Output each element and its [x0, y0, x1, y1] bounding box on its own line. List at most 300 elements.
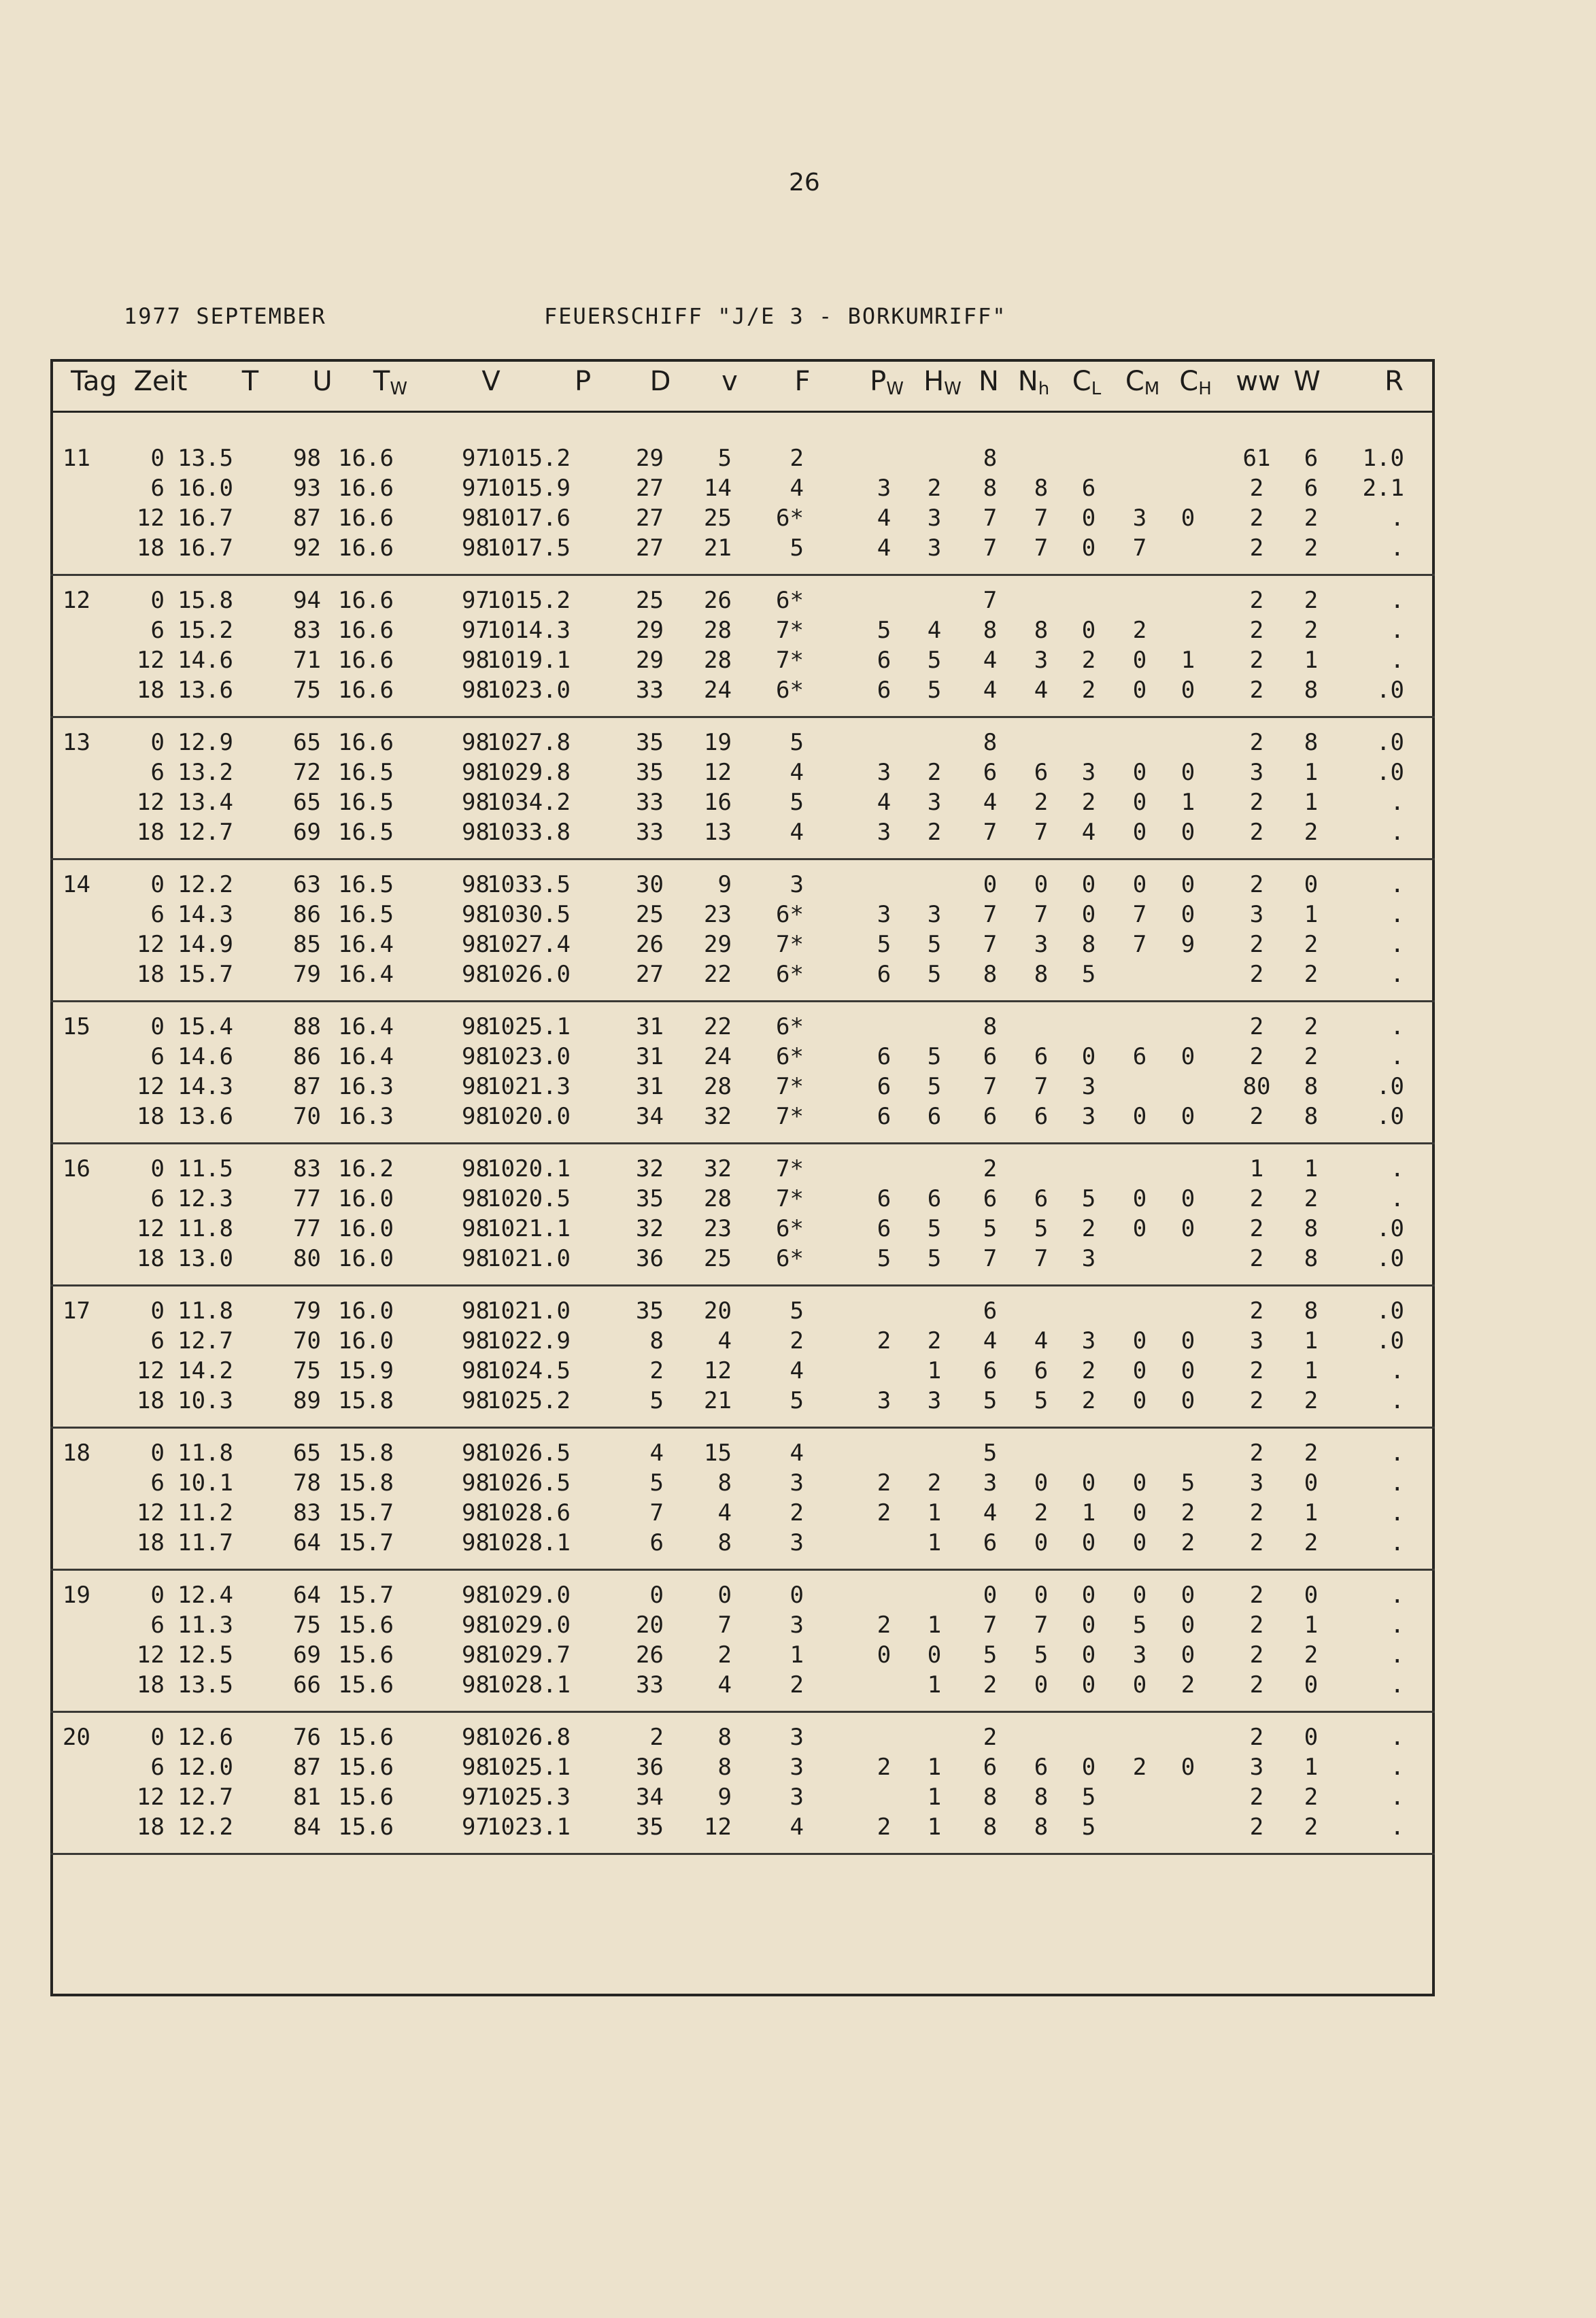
cell-vv: 8 — [717, 1724, 732, 1751]
cell-w: 2 — [1304, 1813, 1319, 1841]
cell-ch: 2 — [1181, 1529, 1195, 1556]
cell-ww: 1 — [1249, 1155, 1264, 1182]
cell-ww: 2 — [1249, 871, 1264, 898]
cell-d: 33 — [636, 789, 664, 816]
cell-d: 2 — [649, 1724, 664, 1751]
cell-n: 4 — [983, 1327, 998, 1354]
cell-ww: 3 — [1249, 1327, 1264, 1354]
cell-vv: 8 — [717, 1529, 732, 1556]
day-separator — [50, 1711, 1435, 1713]
cell-cl: 5 — [1081, 1784, 1096, 1811]
cell-ch: 0 — [1181, 1641, 1195, 1669]
header-date: 1977 SEPTEMBER — [124, 303, 326, 329]
cell-tw: 16.2 — [338, 1155, 394, 1182]
cell-w: 8 — [1304, 1297, 1319, 1325]
cell-n: 7 — [983, 931, 998, 958]
cell-r: . — [1390, 587, 1404, 614]
cell-p: 1026.5 — [487, 1439, 571, 1467]
cell-v: 98 — [462, 1043, 490, 1070]
cell-zeit: 0 — [150, 1724, 165, 1751]
cell-u: 64 — [293, 1582, 321, 1609]
cell-tw: 15.6 — [338, 1641, 394, 1669]
cell-n: 5 — [983, 1641, 998, 1669]
cell-zeit: 0 — [150, 1297, 165, 1325]
cell-t: 16.0 — [177, 475, 233, 502]
cell-cm: 0 — [1132, 819, 1147, 846]
cell-ww: 2 — [1249, 1013, 1264, 1040]
cell-u: 85 — [293, 931, 321, 958]
cell-t: 12.9 — [177, 729, 233, 756]
cell-u: 83 — [293, 1155, 321, 1182]
cell-cl: 0 — [1081, 1529, 1096, 1556]
cell-nh: 5 — [1034, 1215, 1049, 1242]
cell-r: . — [1390, 1499, 1404, 1527]
cell-u: 79 — [293, 1297, 321, 1325]
cell-zeit: 18 — [137, 534, 165, 562]
day-tag: 16 — [63, 1155, 90, 1182]
cell-d: 26 — [636, 1641, 664, 1669]
cell-t: 15.4 — [177, 1013, 233, 1040]
cell-vv: 25 — [704, 1245, 732, 1272]
cell-d: 30 — [636, 871, 664, 898]
day-separator — [50, 1000, 1435, 1002]
cell-tw: 15.6 — [338, 1754, 394, 1781]
cell-nh: 7 — [1034, 534, 1049, 562]
cell-w: 6 — [1304, 445, 1319, 472]
cell-n: 4 — [983, 677, 998, 704]
cell-tw: 16.6 — [338, 534, 394, 562]
cell-v: 98 — [462, 1499, 490, 1527]
cell-tw: 15.7 — [338, 1529, 394, 1556]
cell-t: 13.2 — [177, 759, 233, 786]
cell-f: 6* — [776, 587, 804, 614]
cell-f: 6* — [776, 1043, 804, 1070]
cell-w: 8 — [1304, 1103, 1319, 1130]
cell-n: 7 — [983, 1245, 998, 1272]
cell-zeit: 6 — [150, 1185, 165, 1212]
cell-zeit: 0 — [150, 729, 165, 756]
cell-d: 26 — [636, 931, 664, 958]
cell-pw: 6 — [877, 647, 892, 674]
cell-r: . — [1390, 1155, 1404, 1182]
cell-zeit: 18 — [137, 1529, 165, 1556]
cell-w: 8 — [1304, 1215, 1319, 1242]
cell-ww: 3 — [1249, 759, 1264, 786]
cell-p: 1021.1 — [487, 1215, 571, 1242]
cell-zeit: 18 — [137, 1813, 165, 1841]
cell-r: . — [1390, 647, 1404, 674]
cell-ww: 2 — [1249, 1641, 1264, 1669]
cell-p: 1029.0 — [487, 1582, 571, 1609]
cell-cl: 0 — [1081, 1754, 1096, 1781]
cell-nh: 6 — [1034, 759, 1049, 786]
cell-v: 98 — [462, 1641, 490, 1669]
cell-r: . — [1390, 1439, 1404, 1467]
cell-zeit: 6 — [150, 1612, 165, 1639]
cell-t: 13.6 — [177, 1103, 233, 1130]
cell-r: . — [1390, 1529, 1404, 1556]
cell-v: 98 — [462, 534, 490, 562]
day-tag: 17 — [63, 1297, 90, 1325]
cell-u: 64 — [293, 1529, 321, 1556]
cell-u: 75 — [293, 677, 321, 704]
cell-hw: 5 — [927, 1245, 942, 1272]
cell-tw: 16.0 — [338, 1327, 394, 1354]
cell-r: . — [1390, 1043, 1404, 1070]
cell-d: 5 — [649, 1469, 664, 1497]
cell-f: 4 — [789, 819, 804, 846]
cell-r: .0 — [1376, 1297, 1404, 1325]
cell-v: 98 — [462, 1327, 490, 1354]
cell-nh: 8 — [1034, 1813, 1049, 1841]
cell-r: . — [1390, 1387, 1404, 1414]
cell-t: 11.2 — [177, 1499, 233, 1527]
cell-cm: 0 — [1132, 647, 1147, 674]
cell-nh: 8 — [1034, 617, 1049, 644]
cell-d: 8 — [649, 1327, 664, 1354]
cell-n: 6 — [983, 1754, 998, 1781]
cell-hw: 6 — [927, 1185, 942, 1212]
cell-vv: 9 — [717, 1784, 732, 1811]
cell-f: 2 — [789, 1671, 804, 1699]
cell-vv: 22 — [704, 1013, 732, 1040]
cell-d: 20 — [636, 1612, 664, 1639]
cell-r: . — [1390, 534, 1404, 562]
cell-pw: 2 — [877, 1612, 892, 1639]
cell-ww: 2 — [1249, 1499, 1264, 1527]
cell-u: 87 — [293, 1754, 321, 1781]
cell-cm: 0 — [1132, 1671, 1147, 1699]
cell-t: 14.9 — [177, 931, 233, 958]
col-header-zeit: Zeit — [133, 366, 188, 397]
cell-cm: 0 — [1132, 1529, 1147, 1556]
cell-w: 0 — [1304, 1671, 1319, 1699]
cell-nh: 7 — [1034, 1612, 1049, 1639]
cell-zeit: 0 — [150, 445, 165, 472]
cell-w: 2 — [1304, 534, 1319, 562]
cell-t: 11.3 — [177, 1612, 233, 1639]
cell-ch: 0 — [1181, 1215, 1195, 1242]
cell-cm: 7 — [1132, 534, 1147, 562]
cell-zeit: 12 — [137, 1215, 165, 1242]
cell-hw: 2 — [927, 475, 942, 502]
cell-d: 36 — [636, 1754, 664, 1781]
cell-u: 87 — [293, 505, 321, 532]
cell-v: 98 — [462, 647, 490, 674]
cell-ww: 61 — [1242, 445, 1271, 472]
cell-n: 0 — [983, 871, 998, 898]
cell-t: 12.2 — [177, 871, 233, 898]
cell-r: .0 — [1376, 729, 1404, 756]
cell-v: 97 — [462, 445, 490, 472]
cell-p: 1028.6 — [487, 1499, 571, 1527]
cell-v: 98 — [462, 1612, 490, 1639]
cell-pw: 0 — [877, 1641, 892, 1669]
cell-f: 4 — [789, 759, 804, 786]
cell-t: 12.0 — [177, 1754, 233, 1781]
cell-p: 1033.5 — [487, 871, 571, 898]
cell-tw: 16.6 — [338, 729, 394, 756]
cell-p: 1021.0 — [487, 1245, 571, 1272]
cell-tw: 16.5 — [338, 901, 394, 928]
cell-hw: 5 — [927, 1043, 942, 1070]
cell-f: 4 — [789, 1813, 804, 1841]
cell-cl: 0 — [1081, 901, 1096, 928]
cell-n: 5 — [983, 1439, 998, 1467]
cell-w: 2 — [1304, 1784, 1319, 1811]
cell-t: 10.3 — [177, 1387, 233, 1414]
cell-r: . — [1390, 1754, 1404, 1781]
cell-hw: 3 — [927, 534, 942, 562]
cell-ww: 2 — [1249, 819, 1264, 846]
cell-r: .0 — [1376, 677, 1404, 704]
cell-w: 1 — [1304, 759, 1319, 786]
cell-ch: 9 — [1181, 931, 1195, 958]
cell-zeit: 6 — [150, 475, 165, 502]
cell-zeit: 18 — [137, 961, 165, 988]
cell-ww: 2 — [1249, 1043, 1264, 1070]
cell-d: 35 — [636, 1813, 664, 1841]
cell-v: 98 — [462, 1297, 490, 1325]
cell-nh: 7 — [1034, 1073, 1049, 1100]
cell-ww: 2 — [1249, 1357, 1264, 1384]
cell-r: . — [1390, 1013, 1404, 1040]
cell-zeit: 6 — [150, 901, 165, 928]
cell-r: . — [1390, 1469, 1404, 1497]
cell-ww: 2 — [1249, 1671, 1264, 1699]
cell-n: 2 — [983, 1724, 998, 1751]
cell-u: 77 — [293, 1185, 321, 1212]
cell-cl: 2 — [1081, 1387, 1096, 1414]
cell-p: 1017.6 — [487, 505, 571, 532]
cell-u: 69 — [293, 1641, 321, 1669]
cell-cm: 0 — [1132, 1327, 1147, 1354]
cell-w: 0 — [1304, 1724, 1319, 1751]
cell-d: 35 — [636, 729, 664, 756]
cell-u: 84 — [293, 1813, 321, 1841]
cell-u: 83 — [293, 1499, 321, 1527]
cell-w: 2 — [1304, 1185, 1319, 1212]
day-separator — [50, 858, 1435, 860]
cell-p: 1022.9 — [487, 1327, 571, 1354]
cell-zeit: 12 — [137, 1784, 165, 1811]
day-separator — [50, 1569, 1435, 1571]
cell-n: 8 — [983, 1784, 998, 1811]
cell-nh: 7 — [1034, 1245, 1049, 1272]
cell-f: 4 — [789, 1439, 804, 1467]
cell-t: 13.0 — [177, 1245, 233, 1272]
cell-p: 1017.5 — [487, 534, 571, 562]
cell-w: 2 — [1304, 931, 1319, 958]
cell-v: 98 — [462, 789, 490, 816]
cell-pw: 6 — [877, 1103, 892, 1130]
cell-f: 6* — [776, 1215, 804, 1242]
cell-v: 98 — [462, 931, 490, 958]
cell-r: . — [1390, 1185, 1404, 1212]
cell-d: 25 — [636, 587, 664, 614]
cell-pw: 3 — [877, 819, 892, 846]
cell-p: 1027.4 — [487, 931, 571, 958]
cell-p: 1021.3 — [487, 1073, 571, 1100]
cell-n: 8 — [983, 729, 998, 756]
cell-u: 86 — [293, 1043, 321, 1070]
cell-nh: 6 — [1034, 1754, 1049, 1781]
cell-u: 70 — [293, 1103, 321, 1130]
cell-cl: 2 — [1081, 789, 1096, 816]
cell-hw: 1 — [927, 1813, 942, 1841]
cell-hw: 5 — [927, 961, 942, 988]
cell-r: .0 — [1376, 1245, 1404, 1272]
cell-nh: 6 — [1034, 1043, 1049, 1070]
cell-d: 35 — [636, 1297, 664, 1325]
cell-ch: 0 — [1181, 677, 1195, 704]
cell-f: 6* — [776, 505, 804, 532]
cell-ww: 3 — [1249, 901, 1264, 928]
cell-d: 27 — [636, 505, 664, 532]
cell-tw: 15.6 — [338, 1671, 394, 1699]
day-separator — [50, 574, 1435, 576]
cell-cm: 3 — [1132, 1641, 1147, 1669]
cell-cm: 0 — [1132, 1103, 1147, 1130]
cell-n: 7 — [983, 819, 998, 846]
cell-tw: 16.0 — [338, 1245, 394, 1272]
header-rule — [50, 411, 1435, 413]
day-tag: 11 — [63, 445, 90, 472]
cell-cm: 0 — [1132, 1387, 1147, 1414]
cell-v: 97 — [462, 587, 490, 614]
cell-vv: 12 — [704, 1813, 732, 1841]
cell-cl: 0 — [1081, 505, 1096, 532]
cell-cl: 6 — [1081, 475, 1096, 502]
col-header-pw: $P_W$ — [870, 366, 904, 399]
cell-hw: 5 — [927, 647, 942, 674]
cell-r: 1.0 — [1362, 445, 1404, 472]
cell-nh: 8 — [1034, 1784, 1049, 1811]
cell-f: 3 — [789, 1754, 804, 1781]
cell-u: 72 — [293, 759, 321, 786]
cell-cm: 0 — [1132, 677, 1147, 704]
cell-tw: 16.6 — [338, 677, 394, 704]
cell-nh: 5 — [1034, 1387, 1049, 1414]
cell-p: 1027.8 — [487, 729, 571, 756]
cell-zeit: 12 — [137, 505, 165, 532]
cell-n: 6 — [983, 1529, 998, 1556]
cell-p: 1019.1 — [487, 647, 571, 674]
cell-ww: 2 — [1249, 931, 1264, 958]
cell-n: 8 — [983, 445, 998, 472]
cell-v: 98 — [462, 871, 490, 898]
cell-v: 98 — [462, 1387, 490, 1414]
cell-ww: 80 — [1242, 1073, 1271, 1100]
cell-cl: 0 — [1081, 1469, 1096, 1497]
cell-u: 63 — [293, 871, 321, 898]
cell-d: 29 — [636, 647, 664, 674]
cell-zeit: 6 — [150, 1327, 165, 1354]
cell-pw: 5 — [877, 617, 892, 644]
cell-f: 3 — [789, 871, 804, 898]
cell-tw: 16.6 — [338, 587, 394, 614]
cell-t: 14.3 — [177, 901, 233, 928]
cell-t: 16.7 — [177, 534, 233, 562]
cell-nh: 2 — [1034, 789, 1049, 816]
cell-vv: 4 — [717, 1327, 732, 1354]
cell-v: 98 — [462, 1582, 490, 1609]
cell-v: 98 — [462, 1469, 490, 1497]
cell-tw: 16.3 — [338, 1103, 394, 1130]
cell-ch: 0 — [1181, 1612, 1195, 1639]
cell-vv: 19 — [704, 729, 732, 756]
cell-vv: 12 — [704, 759, 732, 786]
cell-cm: 0 — [1132, 1215, 1147, 1242]
cell-d: 32 — [636, 1155, 664, 1182]
cell-cm: 2 — [1132, 617, 1147, 644]
cell-tw: 15.8 — [338, 1439, 394, 1467]
cell-f: 2 — [789, 445, 804, 472]
day-separator — [50, 1284, 1435, 1286]
cell-n: 0 — [983, 1582, 998, 1609]
cell-w: 2 — [1304, 1043, 1319, 1070]
cell-d: 35 — [636, 759, 664, 786]
cell-d: 5 — [649, 1387, 664, 1414]
cell-f: 7* — [776, 1155, 804, 1182]
cell-u: 89 — [293, 1387, 321, 1414]
cell-cl: 0 — [1081, 534, 1096, 562]
cell-f: 6* — [776, 1245, 804, 1272]
cell-r: 2.1 — [1362, 475, 1404, 502]
cell-p: 1015.9 — [487, 475, 571, 502]
col-header-f: F — [794, 366, 811, 397]
cell-vv: 14 — [704, 475, 732, 502]
cell-ww: 2 — [1249, 1215, 1264, 1242]
cell-nh: 0 — [1034, 1469, 1049, 1497]
cell-nh: 2 — [1034, 1499, 1049, 1527]
cell-d: 6 — [649, 1529, 664, 1556]
cell-tw: 15.9 — [338, 1357, 394, 1384]
cell-f: 4 — [789, 1357, 804, 1384]
cell-f: 2 — [789, 1327, 804, 1354]
cell-tw: 15.8 — [338, 1387, 394, 1414]
cell-cl: 3 — [1081, 1327, 1096, 1354]
cell-p: 1025.2 — [487, 1387, 571, 1414]
cell-n: 3 — [983, 1469, 998, 1497]
cell-pw: 6 — [877, 1215, 892, 1242]
cell-tw: 16.5 — [338, 819, 394, 846]
cell-hw: 1 — [927, 1612, 942, 1639]
cell-zeit: 6 — [150, 617, 165, 644]
cell-n: 5 — [983, 1387, 998, 1414]
cell-t: 12.5 — [177, 1641, 233, 1669]
cell-t: 12.3 — [177, 1185, 233, 1212]
cell-t: 15.7 — [177, 961, 233, 988]
cell-ch: 0 — [1181, 1387, 1195, 1414]
cell-p: 1023.0 — [487, 1043, 571, 1070]
cell-vv: 0 — [717, 1582, 732, 1609]
cell-ww: 2 — [1249, 1245, 1264, 1272]
cell-d: 0 — [649, 1582, 664, 1609]
cell-nh: 6 — [1034, 1357, 1049, 1384]
cell-cl: 8 — [1081, 931, 1096, 958]
cell-ch: 0 — [1181, 505, 1195, 532]
cell-u: 80 — [293, 1245, 321, 1272]
cell-nh: 0 — [1034, 871, 1049, 898]
cell-w: 1 — [1304, 1357, 1319, 1384]
cell-w: 2 — [1304, 617, 1319, 644]
cell-t: 12.4 — [177, 1582, 233, 1609]
day-separator — [50, 1853, 1435, 1855]
cell-t: 12.2 — [177, 1813, 233, 1841]
cell-ch: 0 — [1181, 1327, 1195, 1354]
cell-tw: 15.8 — [338, 1469, 394, 1497]
